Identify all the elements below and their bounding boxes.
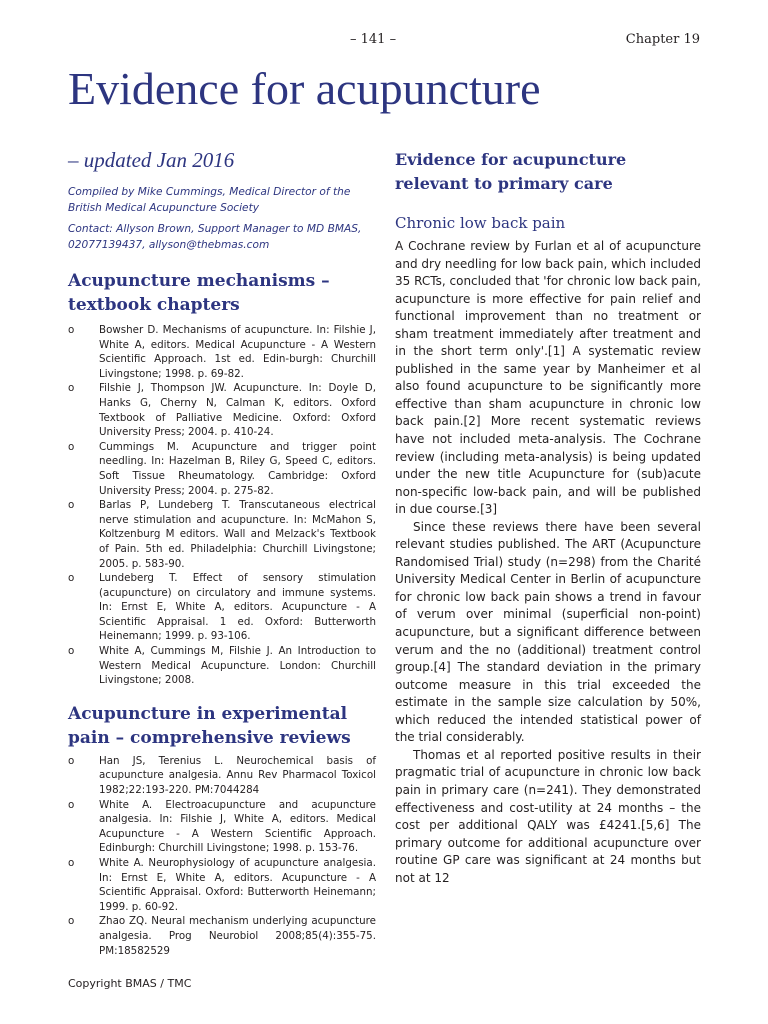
reference-item: o Zhao ZQ. Neural mechanism underlying acupuncture analgesia. Prog Neurobiol 2008;85(4):355-75. PM:18582529 xyxy=(68,914,376,958)
chapter-label: Chapter 19 xyxy=(625,32,700,47)
body-paragraph: Since these reviews there have been several relevant studies published. The ART (Acupuncture Randomised Trial) study (n=298) from the Charité University Medical Center in Berlin of acupuncture for chronic low back pain shows a trend in favour of verum over minimal (superficial non-point) acupuncture, but a significant difference between verum and the no (additional) treatment control group.[4] The standard deviation in the primary outcome measure in this trial exceeded the estimate in the sample size calculation by 50%, which reduced the intended statistical power of the trial considerably. xyxy=(395,519,701,745)
reference-item: o Barlas P, Lundeberg T. Transcutaneous electrical nerve stimulation and acupuncture. In: McMahon S, Koltzenburg M editors. Wall and Melzack's Textbook of Pain. 5th ed. Philadelphia: Churchill Livingstone; 2005. p. 583-90. xyxy=(68,498,376,571)
page-title: Evidence for acupuncture xyxy=(68,63,541,114)
reference-item: o Filshie J, Thompson JW. Acupuncture. In: Doyle D, Hanks G, Cherny N, Calman K, editors. Oxford Textbook of Palliative Medicine. Oxford: Oxford University Press; 2004. p. 410-24. xyxy=(68,381,376,439)
section-heading-experimental-pain: Acupuncture in experimental pain – comprehensive reviews xyxy=(68,703,351,748)
reference-item: o White A. Neurophysiology of acupuncture analgesia. In: Ernst E, White A, editors. Acupuncture - A Scientific Appraisal. Oxford: Butterworth Heinemann; 1999. p. 60-92. xyxy=(68,856,376,914)
copyright-footer: Copyright BMAS / TMC xyxy=(68,977,192,990)
section-heading-mechanisms: Acupuncture mechanisms – textbook chapters xyxy=(68,271,330,315)
reference-item: o Lundeberg T. Effect of sensory stimulation (acupuncture) on circulatory and immune systems. In: Ernst E, White A, editors. Acupuncture - A Scientific Appraisal. 1 ed. Oxford: Butterworth Heinemann; 1999. p. 93-106. xyxy=(68,571,376,644)
contact-info: Contact: Allyson Brown, Support Manager to MD BMAS, 02077139437, allyson@thebmas.com xyxy=(68,223,362,251)
right-column xyxy=(395,148,701,887)
body-paragraph: Thomas et al reported positive results in their pragmatic trial of acupuncture in chronic low back pain in primary care (n=241). They demonstrated effectiveness and cost-utility at 24 months – the cost per additional QALY was £4241.[5,6] The primary outcome for additional acupuncture over routine GP care was significant at 24 months but not at 12 xyxy=(395,747,701,885)
reference-item: o Cummings M. Acupuncture and trigger point needling. In: Hazelman B, Riley G, Speed C, editors. Soft Tissue Rheumatology. Cambridge: Oxford University Press; 2004. p. 275-82. xyxy=(68,440,376,498)
reference-item: o White A, Cummings M, Filshie J. An Introduction to Western Medical Acupuncture. London: Churchill Livingstone; 2008. xyxy=(68,644,376,688)
reference-item: o Han JS, Terenius L. Neurochemical basis of acupuncture analgesia. Annu Rev Pharmacol Toxicol 1982;22:193-220. PM:7044284 xyxy=(68,754,376,798)
subheading-low-back-pain: Chronic low back pain xyxy=(395,214,566,232)
section-heading-primary-care: Evidence for acupuncture relevant to primary care xyxy=(395,150,627,193)
left-column xyxy=(68,148,376,958)
reference-item: o Bowsher D. Mechanisms of acupuncture. In: Filshie J, White A, editors. Medical Acupuncture - A Western Scientific Approach. 1st ed. Edin-burgh: Churchill Livingstone; 1998. p. 69-82. xyxy=(68,323,376,381)
compiled-by: Compiled by Mike Cummings, Medical Director of the British Medical Acupuncture Society xyxy=(68,186,351,214)
reference-item: o White A. Electroacupuncture and acupuncture analgesia. In: Filshie J, White A, editors. Medical Acupuncture - A Western Scientific Approach. Edinburgh: Churchill Livingstone; 1998. p. 153-76. xyxy=(68,798,376,856)
experimental-pain-reference-list xyxy=(68,754,376,958)
body-paragraph: A Cochrane review by Furlan et al of acupuncture and dry needling for low back pain, which included 35 RCTs, concluded that 'for chronic low back pain, acupuncture is more effective for pain relief and functional improvement than no treatment or sham treatment immediately after treatment and in the short term only'.[1] A systematic review published in the same year by Manheimer et al also found acupuncture to be significantly more effective than sham acupuncture in chronic low back pain.[2] More recent systematic reviews have not included meta-analysis. The Cochrane review (including meta-analysis) is being updated under the new title Acupuncture for (sub)acute non-specific low-back pain, and will be published in due course.[3] xyxy=(395,239,701,517)
update-subtitle: – updated Jan 2016 xyxy=(68,148,235,172)
page-number: – 141 – xyxy=(350,32,397,47)
mechanisms-reference-list xyxy=(68,323,376,688)
